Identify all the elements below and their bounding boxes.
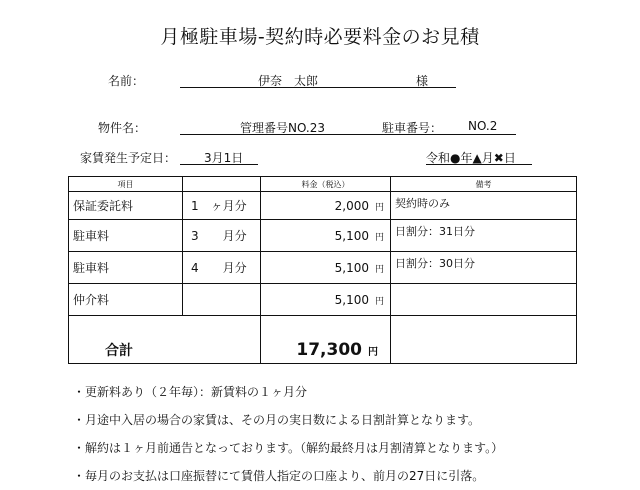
table-row: [69, 252, 577, 284]
rent-start-value: 3月1日: [204, 151, 244, 165]
row-qty: 3 月分: [183, 220, 261, 252]
row-item: 駐車料: [69, 220, 183, 252]
name-underline: [180, 87, 456, 88]
property-mgmt-number: 管理番号NO.23: [240, 121, 326, 135]
name-label: 名前：: [108, 74, 145, 88]
rent-start-underline: [180, 164, 258, 165]
row-amount-value: 2,000: [334, 198, 369, 213]
total-amount-value: 17,300: [296, 340, 362, 360]
row-remark: [391, 284, 577, 316]
row-remark: 日割分：31日分: [391, 220, 577, 252]
note-item: ・更新料あり（２年毎）：新賃料の１ヶ月分: [73, 385, 308, 399]
issue-date-underline: [426, 164, 532, 165]
row-item: 保証委託料: [69, 192, 183, 220]
rent-start-label: 家賃発生予定日：: [80, 151, 177, 165]
date-month-mark: ▲: [472, 151, 482, 165]
row-amount-unit: 円: [374, 296, 384, 307]
table-row: [69, 220, 577, 252]
row-remark: 日割分：30日分: [391, 252, 577, 284]
date-day-unit: 日: [503, 151, 516, 165]
row-qty: 1 ヶ月分: [183, 192, 261, 220]
notes-list: [73, 378, 503, 490]
header-remarks: 備考: [391, 177, 577, 192]
row-qty: 4 月分: [183, 252, 261, 284]
date-era: 令和: [426, 151, 451, 165]
page-title: 月極駐車場-契約時必要料金のお見積: [160, 26, 480, 48]
date-month-unit: 月: [481, 151, 494, 165]
parking-number: NO.2: [468, 119, 498, 133]
table-row: [69, 284, 577, 316]
row-amount-value: 5,100: [334, 260, 369, 275]
table-header-row: [69, 177, 577, 192]
total-remark: [391, 316, 577, 364]
date-year-unit: 年: [460, 151, 473, 165]
note-item: ・月途中入居の場合の家賃は、その月の実日数による日割計算となります。: [73, 413, 481, 427]
row-amount: [261, 252, 391, 284]
row-amount-unit: 円: [374, 232, 384, 243]
row-amount-value: 5,100: [334, 292, 369, 307]
estimate-table: [68, 176, 577, 364]
row-item: 駐車料: [69, 252, 183, 284]
date-day-mark: ✖: [493, 151, 504, 165]
header-item: 項目: [69, 177, 183, 192]
header-amount: 料金（税込）: [261, 177, 391, 192]
total-amount-unit: 円: [368, 347, 378, 358]
row-amount: [261, 192, 391, 220]
row-amount-unit: 円: [374, 264, 384, 275]
note-item: ・解約は１ヶ月前通告となっております。（解約最終月は月割清算となります。）: [73, 441, 504, 455]
row-amount-value: 5,100: [334, 228, 369, 243]
note-item: ・毎月のお支払は口座振替にて賃借人指定の口座より、前月の27日に引落。: [73, 469, 485, 483]
row-amount: [261, 220, 391, 252]
header-qty: [183, 177, 261, 192]
total-label: 合計: [69, 316, 261, 364]
name-value: 伊奈 太郎: [258, 74, 319, 88]
property-label: 物件名：: [98, 121, 147, 135]
row-remark: 契約時のみ: [391, 192, 577, 220]
table-row: [69, 192, 577, 220]
row-item: 仲介料: [69, 284, 183, 316]
total-amount: [261, 316, 391, 364]
date-year-mark: ●: [450, 151, 461, 165]
table-total-row: [69, 316, 577, 364]
row-qty: [183, 284, 261, 316]
parking-label: 駐車番号：: [382, 121, 443, 135]
property-underline: [180, 134, 516, 135]
row-amount: [261, 284, 391, 316]
honorific: 様: [416, 74, 429, 88]
row-amount-unit: 円: [374, 202, 384, 213]
